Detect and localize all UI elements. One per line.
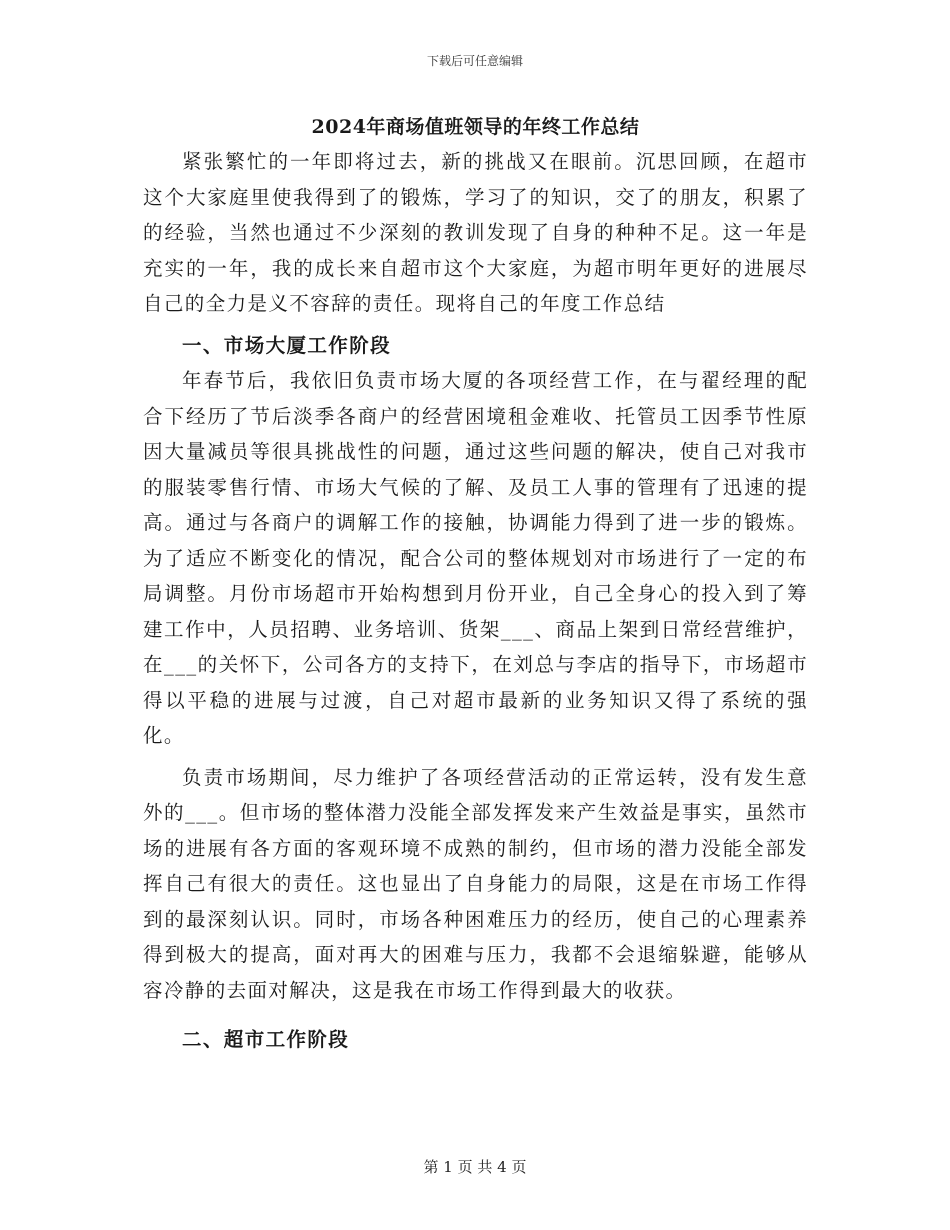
header-note: 下载后可任意编辑 bbox=[426, 54, 523, 68]
document-body bbox=[143, 110, 808, 1058]
section-heading-1: 一、市场大厦工作阶段 bbox=[182, 333, 392, 357]
section-heading-2: 二、超市工作阶段 bbox=[182, 1028, 350, 1051]
section1-paragraph-2: 负责市场期间，尽力维护了各项经营活动的正常运转，没有发生意外的___。但市场的整体潜力没能全部发挥发来产生效益是事实，虽然市场的进展有各方面的客观环境不成熟的制约，但市场的潜力没能全部发挥自己有很大的责任。这也显出了自身能力的局限，这是在市场工作得到的最深刻认识。同时，市场各种困难压力的经历，使自己的心理素养得到极大的提高，面对再大的困难与压力，我都不会退缩躲避，能够从容冷静的去面对解决，这是我在市场工作得到最大的收获。 bbox=[143, 765, 808, 1002]
section1-paragraph-1: 年春节后，我依旧负责市场大厦的各项经营工作，在与翟经理的配合下经历了节后淡季各商户的经营困境租金难收、托管员工因季节性原因大量减员等很具挑战性的问题，通过这些问题的解决，使自己对我市的服装零售行情、市场大气候的了解、及员工人事的管理有了迅速的提高。通过与各商户的调解工作的接触，协调能力得到了进一步的锻炼。为了适应不断变化的情况，配合公司的整体规划对市场进行了一定的布局调整。月份市场超市开始构想到月份开业，自己全身心的投入到了筹建工作中，人员招聘、业务培训、货架___、商品上架到日常经营维护，在___的关怀下，公司各方的支持下，在刘总与李店的指导下，市场超市得以平稳的进展与过渡，自己对超市最新的业务知识又得了系统的强化。 bbox=[143, 369, 808, 747]
document-title: 2024年商场值班领导的年终工作总结 bbox=[311, 116, 640, 138]
page-number: 第 1 页 共 4 页 bbox=[423, 1158, 527, 1176]
intro-paragraph: 紧张繁忙的一年即将过去，新的挑战又在眼前。沉思回顾，在超市这个大家庭里使我得到了的锻炼，学习了的知识，交了的朋友，积累了的经验，当然也通过不少深刻的教训发现了自身的种种不足。这一年是充实的一年，我的成长来自超市这个大家庭，为超市明年更好的进展尽自己的全力是义不容辞的责任。现将自己的年度工作总结 bbox=[143, 150, 808, 315]
